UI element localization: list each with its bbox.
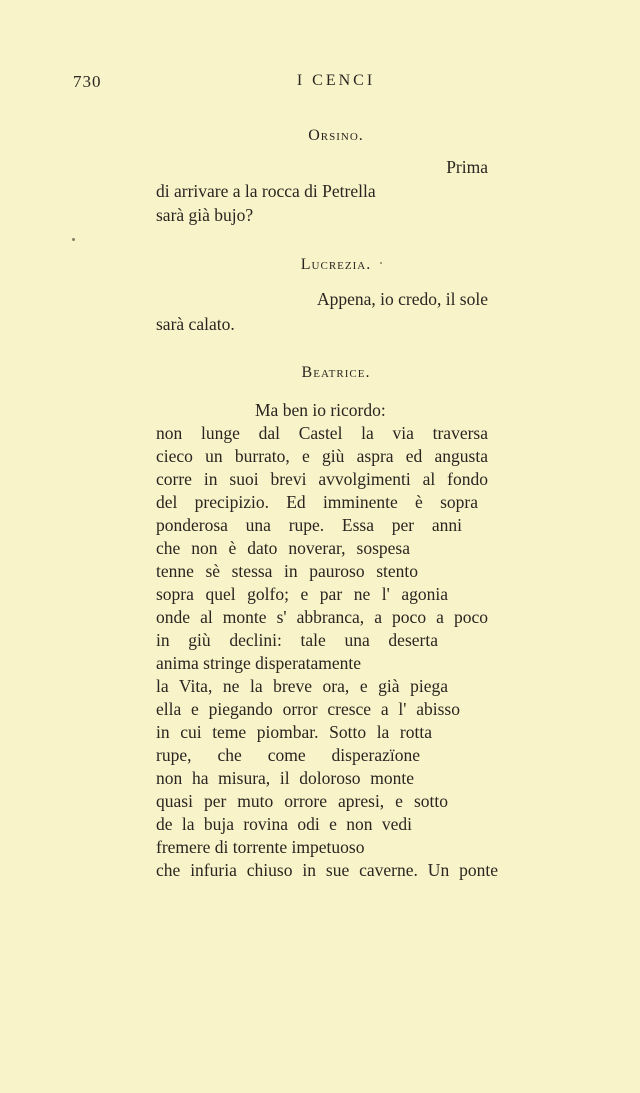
verse-line: Ma ben io ricordo: [255, 400, 386, 420]
verse-line: onde al monte s' abbranca, a poco a poco [156, 607, 488, 627]
running-title: I CENCI [296, 72, 376, 89]
verse-line: non lunge dal Castel la via traversa [156, 423, 488, 443]
verse-line: fremere di torrente impetuoso [156, 837, 365, 857]
verse-line: che infuria chiuso in sue caverne. Un ponte [156, 860, 498, 880]
verse-line: Appena, io credo, il sole [316, 289, 488, 309]
speaker-beatrice: Beatrice. [301, 364, 371, 381]
verse-line: del precipizio. Ed imminente è sopra [156, 492, 478, 512]
speaker-orsino: Orsino. [308, 127, 364, 144]
verse-line: non ha misura, il doloroso monte [156, 768, 414, 788]
verse-line: sarà calato. [156, 314, 235, 334]
verse-line: la Vita, ne la breve ora, e già piega [156, 676, 448, 696]
verse-line: anima stringe disperatamente [156, 653, 362, 673]
paper-speck [72, 238, 75, 241]
verse-line: che non è dato noverar, sospesa [156, 538, 410, 558]
verse-line: in cui teme piombar. Sotto la rotta [156, 722, 432, 742]
verse-line: cieco un burrato, e giù aspra ed angusta [156, 446, 488, 466]
verse-line: sarà già bujo? [156, 205, 254, 225]
verse-line: de la buja rovina odi e non vedi [156, 814, 412, 834]
verse-line: sopra quel golfo; e par ne l' agonia [156, 584, 448, 604]
verse-line: corre in suoi brevi avvolgimenti al fondo [156, 469, 488, 489]
speaker-lucrezia: Lucrezia. [300, 256, 372, 273]
verse-line: ella e piegando orror cresce a l' abisso [156, 699, 460, 719]
page-number: 730 [73, 72, 102, 91]
verse-line: rupe, che come disperazïone [156, 745, 420, 765]
verse-line: tenne sè stessa in pauroso stento [156, 561, 418, 581]
paper-speck [380, 262, 382, 264]
verse-line: Prima [446, 157, 488, 177]
verse-line: quasi per muto orrore apresi, e sotto [156, 791, 448, 811]
verse-line: in giù declini: tale una deserta [156, 630, 438, 650]
verse-line: di arrivare a la rocca di Petrella [156, 181, 376, 201]
verse-line: ponderosa una rupe. Essa per anni [156, 515, 462, 535]
